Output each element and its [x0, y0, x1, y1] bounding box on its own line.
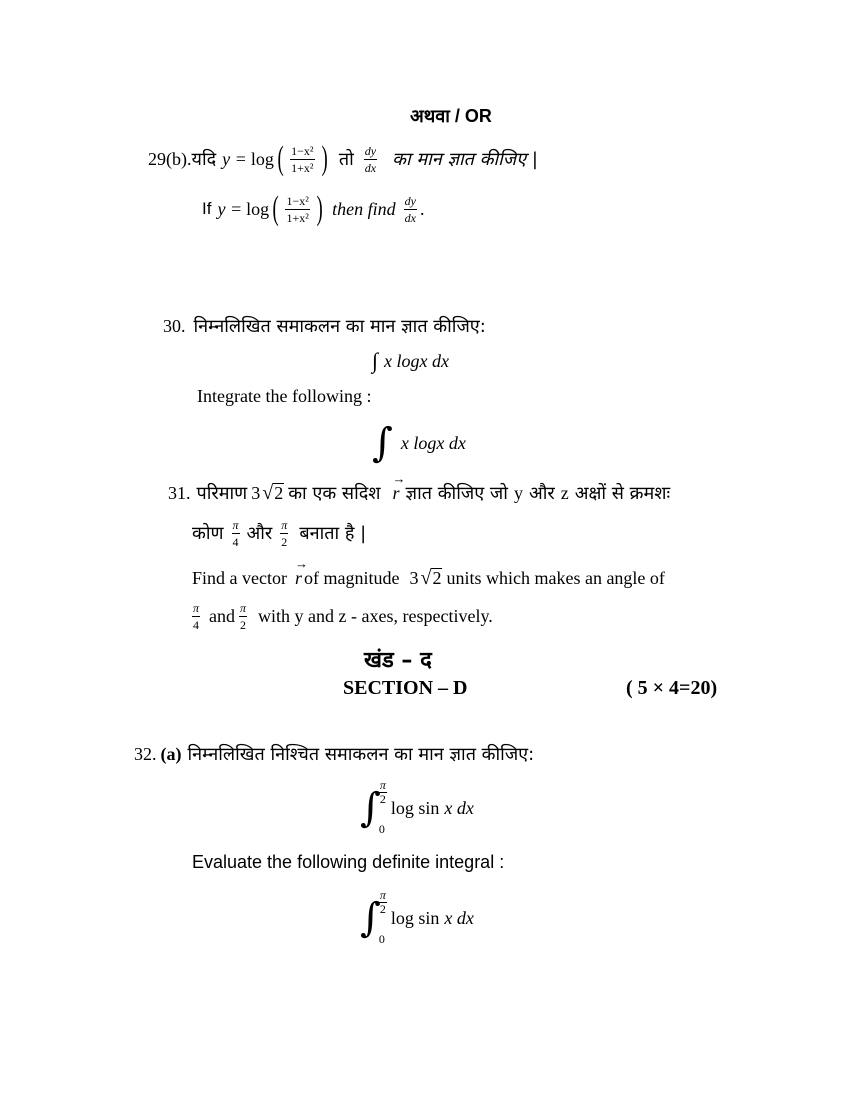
q29b-en-frac-num: 1−x² [286, 193, 309, 208]
q30-integral-2 [372, 420, 466, 466]
q31-aur-2: और [246, 523, 273, 544]
q29b-rparen: ) [321, 140, 328, 177]
q29b-y-eq: y = [222, 148, 247, 169]
q29b-en-log: log [246, 198, 270, 219]
q32-log-sin-1: log sin [390, 797, 440, 818]
q32-limits-1 [379, 779, 387, 837]
q31-hindi-line-1 [168, 478, 670, 508]
q31-hindi-a: परिमाण [196, 483, 248, 504]
section-hindi-title: खंड – द [364, 648, 432, 673]
q29b-en-rparen: ) [316, 190, 323, 227]
q32-integral-2 [360, 888, 474, 948]
q32-lower-limit-1: 0 [378, 822, 385, 836]
q31-hindi-b: का एक सदिश [288, 483, 381, 504]
q32-part: (a) [160, 743, 182, 764]
q31-hindi-line-2 [192, 512, 366, 554]
q29b-en-derivative [404, 195, 417, 224]
q29b-frac-den: 1+x² [291, 160, 314, 175]
q32-integrand-var-2: x dx [444, 907, 474, 928]
q32-hindi-line [134, 740, 534, 768]
q31-en-a: Find a vector [192, 567, 287, 588]
q31-mag-sqrt: √ 2 [262, 482, 284, 505]
q31-en-c: units which makes an angle of [446, 567, 665, 588]
q31-y: y [513, 482, 523, 503]
q31-en-vector-r: r → [293, 568, 304, 589]
q31-angle-2-num: π [281, 517, 288, 532]
q31-en-angle-2 [239, 602, 247, 631]
q31-en-angle-1 [192, 602, 200, 631]
q32-log-sin-2: log sin [390, 907, 440, 928]
q31-mag-root: 2 [274, 482, 284, 503]
q31-hindi-c: ज्ञात कीजिए जो [405, 483, 508, 504]
q29b-dx: dx [364, 160, 377, 175]
section-title: SECTION – D [343, 677, 468, 699]
q31-english-line-1 [192, 564, 665, 592]
q31-vector-r: r → [391, 483, 402, 504]
q31-en-mag-sqrt: √ 2 [420, 567, 442, 590]
q31-aur: और [528, 483, 555, 504]
q29b-en-y-eq: y = [217, 198, 243, 219]
q31-en-d: with y and z - axes, respectively. [258, 605, 493, 626]
q29b-en-if: If [202, 199, 212, 218]
q31-banata: बनाता है | [299, 523, 367, 544]
q30-english: Integrate the following : [197, 386, 372, 406]
q30-integral-sign-2: ∫ [372, 420, 393, 466]
q29b-en-then-find: then find [332, 198, 396, 219]
q29b-en-frac-den: 1+x² [286, 210, 309, 225]
q29b-en-lparen: ( [272, 190, 279, 227]
q31-en-angle-2-num: π [240, 600, 247, 615]
q30-integral-1 [372, 346, 449, 376]
q32-integrand-var-1: x dx [444, 797, 474, 818]
q29b-en-fraction [285, 195, 309, 224]
q31-en-and: and [209, 605, 236, 626]
q32-hindi: निम्नलिखित निश्चित समाकलन का मान ज्ञात कीजिए: [187, 744, 535, 765]
q31-en-angle-2-den: 2 [240, 617, 247, 632]
q31-en-angle-1-num: π [193, 600, 200, 615]
q31-angle-1 [232, 519, 240, 548]
q29b-en-period: . [419, 198, 425, 219]
q30-integrand-1: x logx dx [384, 350, 449, 371]
q29b-fraction [290, 145, 314, 174]
q30-hindi: निम्नलिखित समाकलन का मान ज्ञात कीजिए: [193, 316, 486, 337]
q29b-dy: dy [364, 143, 377, 158]
section-marks: ( 5 × 4=20) [626, 677, 718, 699]
q32-english: Evaluate the following definite integral : [192, 852, 505, 872]
q31-english-line-2 [192, 596, 493, 636]
q29b-to: तो [338, 149, 354, 170]
q31-number: 31. [168, 482, 191, 503]
q32-integral-sign-2: ∫ [360, 895, 381, 941]
q29b-en-dx: dx [404, 210, 416, 225]
q30-hindi-line [163, 312, 486, 340]
q31-angle-1-den: 4 [232, 534, 239, 549]
q31-angle-1-num: π [232, 517, 239, 532]
q31-mag-coeff: 3 [251, 482, 261, 503]
q31-hindi-d: अक्षों से क्रमशः [574, 483, 671, 504]
q32-upper-num-2: π [379, 888, 386, 902]
q32-upper-limit-2 [379, 889, 387, 915]
q29b-derivative [364, 145, 377, 174]
q32-upper-den-2: 2 [379, 902, 386, 916]
q29b-english-line [202, 188, 424, 230]
q29b-log: log [250, 148, 274, 169]
q32-integral-sign-1: ∫ [360, 785, 381, 831]
q31-en-b: of magnitude [304, 567, 400, 588]
q31-kon: कोण [192, 523, 224, 544]
q31-en-angle-1-den: 4 [193, 617, 199, 632]
q32-number: 32. [134, 743, 157, 764]
q32-lower-limit-2: 0 [378, 932, 385, 946]
q29b-hindi-if: यदि [191, 149, 217, 170]
q32-limits-2 [379, 889, 387, 947]
q29b-en-dy: dy [404, 193, 416, 208]
q32-upper-limit-1 [379, 779, 387, 805]
q29b-hindi-line [148, 138, 538, 180]
q31-en-mag-root: 2 [432, 567, 442, 588]
q29b-number: 29(b). [148, 148, 192, 169]
q30-integral-sign-1: ∫ [372, 348, 379, 373]
q31-angle-2-den: 2 [281, 534, 288, 549]
q32-upper-num-1: π [379, 778, 386, 792]
q30-number: 30. [163, 315, 186, 336]
q30-integrand-2: x logx dx [400, 432, 466, 453]
q32-integral-1 [360, 778, 474, 838]
or-heading: अथवा / OR [410, 106, 492, 126]
q29b-lparen: ( [277, 140, 284, 177]
q29b-frac-num: 1−x² [291, 143, 314, 158]
q32-upper-den-1: 2 [379, 792, 386, 806]
q31-z: z [560, 482, 569, 503]
q31-angle-2 [280, 519, 288, 548]
q31-en-mag-coeff: 3 [409, 567, 419, 588]
q29b-hindi-find: का मान ज्ञात कीजिए | [392, 149, 538, 170]
